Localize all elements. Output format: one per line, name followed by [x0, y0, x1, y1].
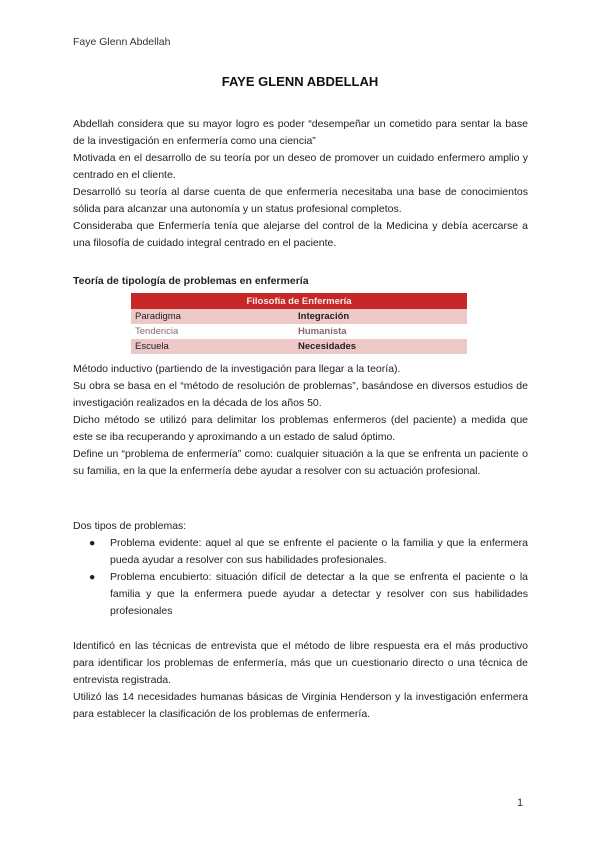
- list-item-text: Problema encubierto: situación difícil de detectar a la que se enfrenta el paciente o la familia y que la enfermera puede ayudar a detectar y resolver con sus habilidades profesionales: [110, 571, 528, 617]
- table-cell-value: Necesidades: [294, 339, 467, 354]
- method-paragraph: Método inductivo (partiendo de la investigación para llegar a la teoría).: [73, 363, 401, 375]
- problems-list: [73, 535, 528, 620]
- list-item: [73, 535, 528, 569]
- list-item: [73, 569, 528, 620]
- closing-paragraph: Identificó en las técnicas de entrevista que el método de libre respuesta era el más productivo para identificar los problemas de enfermería, más que un cuestionario directo o una técnica de entrevista registrada.: [73, 640, 528, 686]
- method-paragraph: Define un “problema de enfermería” como: cualquier situación a la que se enfrenta un paciente o su familia, en la que la enfermería debe ayudar a resolver con su actuación profesional.: [73, 448, 528, 477]
- intro-section: [73, 116, 528, 252]
- intro-paragraph: Desarrolló su teoría al darse cuenta de que enfermería necesitaba una base de conocimientos sólida para alcanzar una autonomía y un status profesional completos.: [73, 186, 528, 215]
- section-heading: Teoría de tipología de problemas en enfermería: [73, 275, 309, 287]
- list-item-text: Problema evidente: aquel al que se enfrente el paciente o la familia y que la enfermera pueda ayudar a resolver con sus habilidades profesionales.: [110, 537, 528, 566]
- method-paragraph: Su obra se basa en el “método de resolución de problemas”, basándose en diversos estudios de investigación realizados en la década de los años 50.: [73, 380, 528, 409]
- bullet-icon: ●: [89, 571, 96, 583]
- intro-paragraph: Motivada en el desarrollo de su teoría por un deseo de promover un cuidado enfermero amplio y centrado en el cliente.: [73, 152, 528, 181]
- table-cell-label: Paradigma: [131, 309, 294, 324]
- table-row: [131, 309, 467, 324]
- closing-paragraph: Utilizó las 14 necesidades humanas básicas de Virginia Henderson y la investigación enfermera para establecer la clasificación de los problemas de enfermería.: [73, 691, 528, 720]
- document-title: FAYE GLENN ABDELLAH: [221, 74, 379, 89]
- closing-section: [73, 638, 528, 723]
- philosophy-table: [131, 293, 467, 354]
- table-cell-value: Integración: [294, 309, 467, 324]
- method-section: [73, 361, 528, 480]
- table-cell-label: Escuela: [131, 339, 294, 354]
- intro-paragraph: Abdellah considera que su mayor logro es poder “desempeñar un cometido para sentar la base de la investigación en enfermería como una ciencia”: [73, 118, 528, 147]
- table-row: [131, 339, 467, 354]
- table-row: [131, 324, 467, 339]
- running-header: Faye Glenn Abdellah: [73, 36, 171, 48]
- page-number: 1: [517, 797, 524, 809]
- table-cell-value: Humanista: [294, 324, 467, 339]
- method-paragraph: Dicho método se utilizó para delimitar los problemas enfermeros (del paciente) a medida que este se iba recuperando y aproximando a un estado de salud óptimo.: [73, 414, 528, 443]
- table-header: Filosofía de Enfermería: [131, 293, 467, 309]
- bullet-icon: ●: [89, 537, 96, 549]
- intro-paragraph: Consideraba que Enfermería tenía que alejarse del control de la Medicina y debía acercarse a una filosofía de cuidado integral centrado en el paciente.: [73, 220, 528, 249]
- table-cell-label: Tendencia: [131, 324, 294, 339]
- problems-list-section: [73, 535, 528, 620]
- problems-intro: Dos tipos de problemas:: [73, 520, 187, 532]
